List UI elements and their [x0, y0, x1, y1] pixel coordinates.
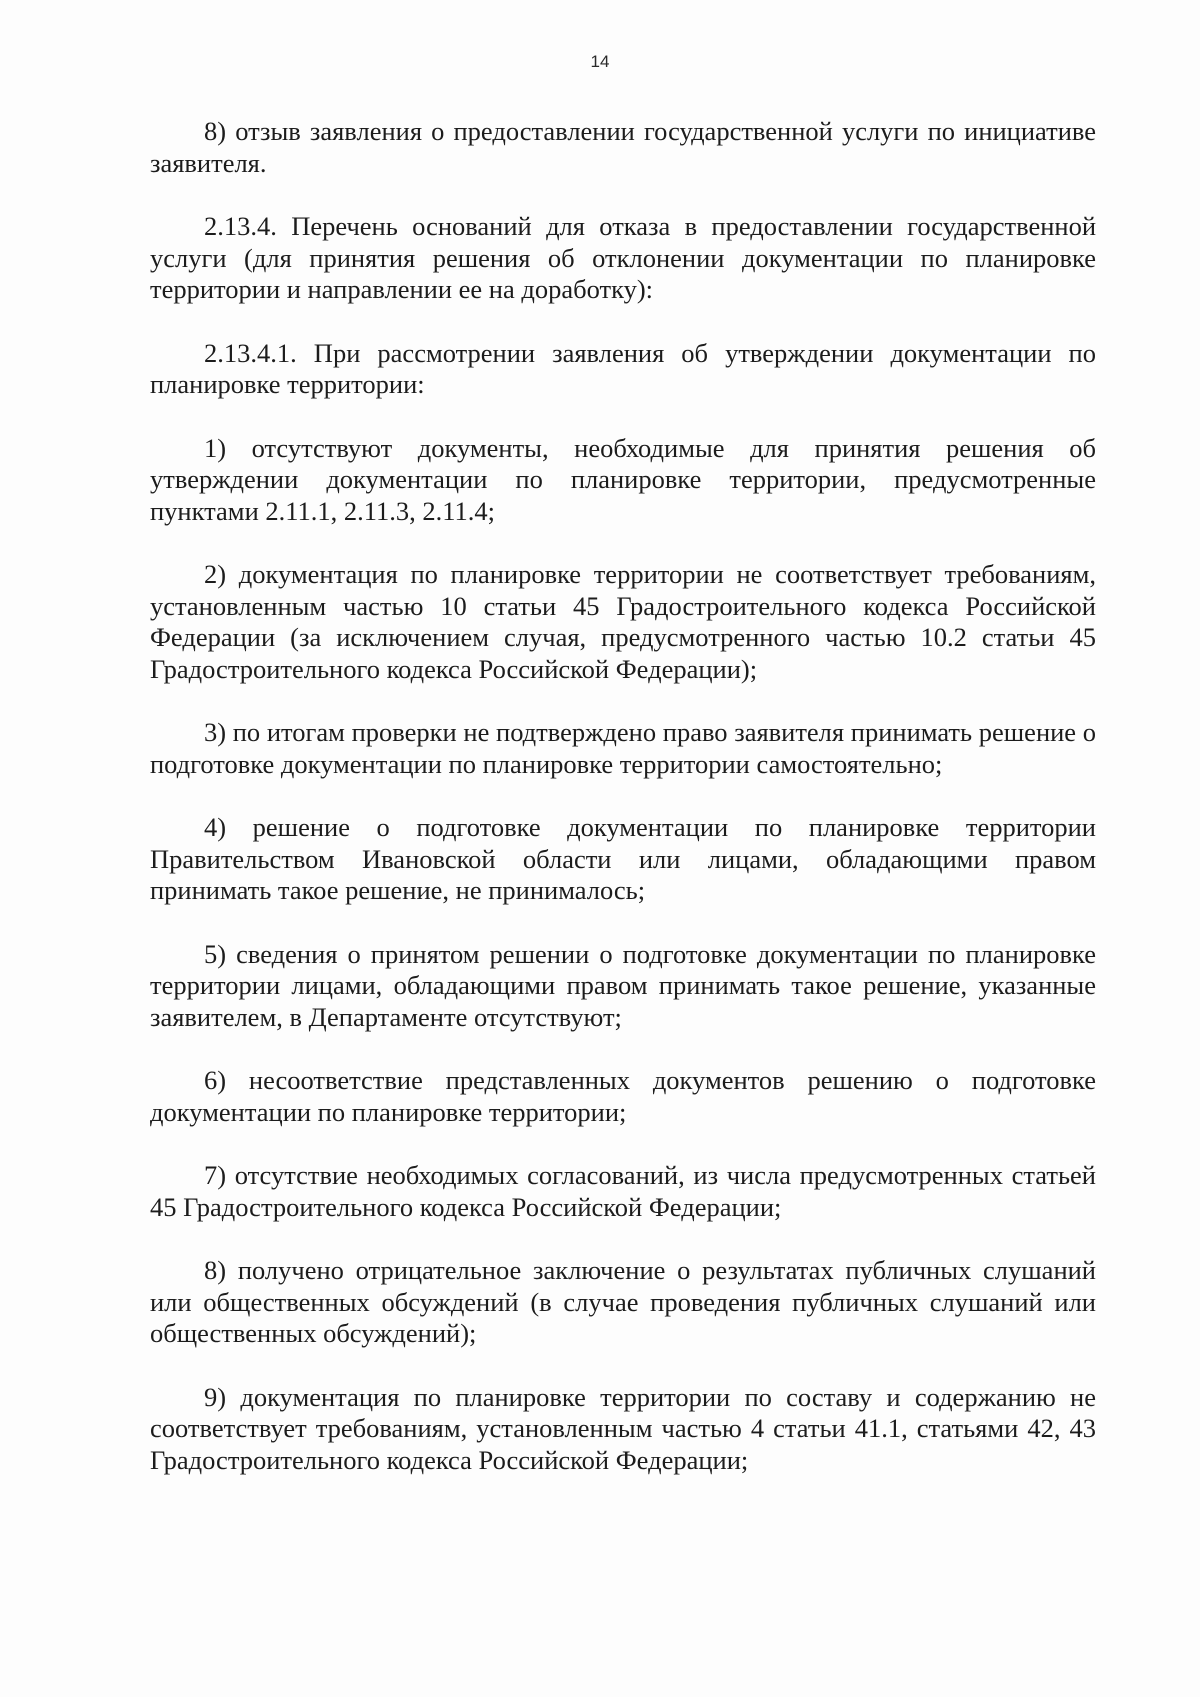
- refusal-ground-3: 3) по итогам проверки не подтверждено право заявителя принимать решение о подготовке документации по планировке территории самостоятельно;: [150, 717, 1096, 779]
- refusal-ground-1: 1) отсутствуют документы, необходимые для принятия решения об утверждении документации по планировке территории, предусмотренные пунктами 2.11.1, 2.11.3, 2.11.4;: [150, 432, 1096, 526]
- refusal-ground-4: 4) решение о подготовке документации по планировке территории Правительством Ивановской области или лицами, обладающими правом принимать такое решение, не принималось;: [150, 812, 1096, 905]
- section-2-13-4-1-heading: 2.13.4.1. При рассмотрении заявления об утверждении документации по планировке территории:: [150, 337, 1096, 399]
- refusal-ground-7: 7) отсутствие необходимых согласований, из числа предусмотренных статьей 45 Градостроительного кодекса Российской Федерации;: [150, 1160, 1096, 1222]
- refusal-ground-2: 2) документация по планировке территории не соответствует требованиям, установленным частью 10 статьи 45 Градостроительного кодекса Российской Федерации (за исключением случая, предусмотренного частью 10.2 статьи 45 Градостроительного кодекса Российской Федерации);: [150, 559, 1096, 684]
- document-body: [150, 116, 1096, 1476]
- refusal-ground-9: 9) документация по планировке территории по составу и содержанию не соответствует требованиям, установленным частью 4 статьи 41.1, статьями 42, 43 Градостроительного кодекса Российской Федерации;: [150, 1381, 1096, 1475]
- refusal-ground-8: 8) получено отрицательное заключение о результатах публичных слушаний или общественных обсуждений (в случае проведения публичных слушаний или общественных обсуждений);: [150, 1255, 1096, 1348]
- paragraph-item-8-withdrawal: 8) отзыв заявления о предоставлении государственной услуги по инициативе заявителя.: [150, 116, 1096, 178]
- refusal-ground-6: 6) несоответствие представленных документов решению о подготовке документации по планировке территории;: [150, 1065, 1096, 1127]
- refusal-ground-5: 5) сведения о принятом решении о подготовке документации по планировке территории лицами, обладающими правом принимать такое решение, указанные заявителем, в Департаменте отсутствуют;: [150, 938, 1096, 1032]
- section-2-13-4-heading: 2.13.4. Перечень оснований для отказа в предоставлении государственной услуги (для принятия решения об отклонении документации по планировке территории и направлении ее на доработку):: [150, 211, 1096, 304]
- page-number: 14: [590, 52, 610, 71]
